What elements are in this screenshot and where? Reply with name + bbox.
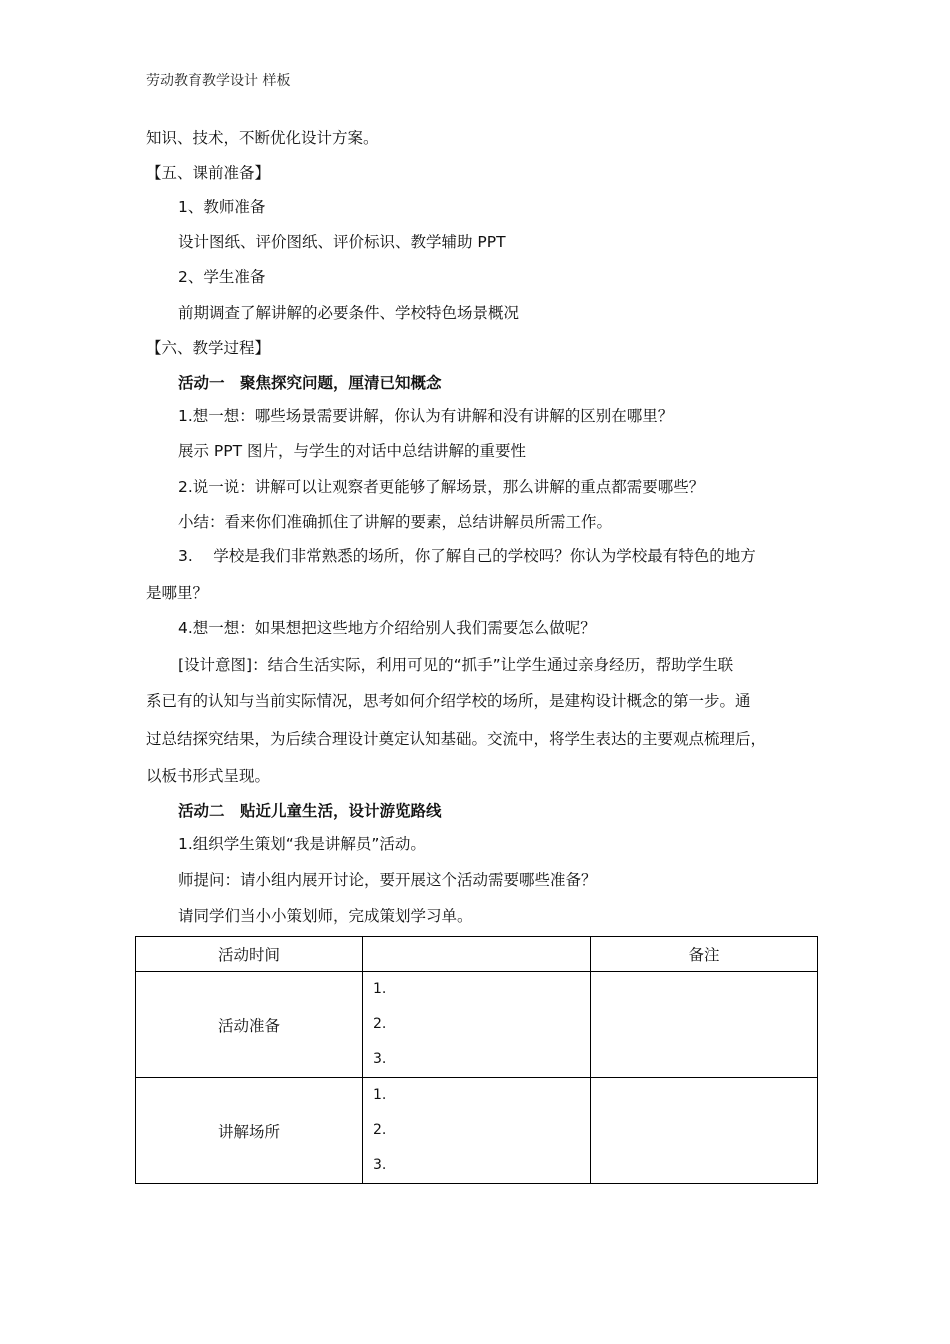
table-row: [136, 972, 818, 1078]
row-label: 讲解场所: [136, 1078, 363, 1184]
header-cell-note: 备注: [591, 937, 818, 972]
list-item: 3.: [373, 1051, 387, 1067]
subheading: 1、教师准备: [178, 198, 266, 216]
paragraph-line: 以板书形式呈现。: [146, 767, 271, 785]
paragraph-line: 2.说一说：讲解可以让观察者更能够了解场景，那么讲解的重点都需要哪些？: [178, 478, 705, 496]
planning-table: [135, 936, 818, 1184]
items-cell[interactable]: [363, 972, 591, 1078]
paragraph-line: 4.想一想：如果想把这些地方介绍给别人我们需要怎么做呢？: [178, 619, 596, 637]
paragraph-line: 小结：看来你们准确抓住了讲解的要素，总结讲解员所需工作。: [178, 513, 613, 531]
items-cell[interactable]: [363, 1078, 591, 1184]
paragraph-line: 设计图纸、评价图纸、评价标识、教学辅助 PPT: [178, 233, 506, 251]
paragraph-line: 系已有的认知与当前实际情况，思考如何介绍学校的场所，是建构设计概念的第一步。通: [146, 692, 751, 710]
paragraph-line: 展示 PPT 图片，与学生的对话中总结讲解的重要性: [178, 442, 527, 460]
activity-heading: 活动一 聚焦探究问题，厘清已知概念: [178, 374, 442, 392]
activity-heading: 活动二 贴近儿童生活，设计游览路线: [178, 802, 442, 820]
design-intent-line: [设计意图]：结合生活实际，利用可见的“抓手”让学生通过亲身经历，帮助学生联: [178, 656, 734, 674]
paragraph-line: 是哪里？: [146, 584, 209, 602]
header-cell-time: 活动时间: [136, 937, 363, 972]
paragraph-line: 前期调查了解讲解的必要条件、学校特色场景概况: [178, 304, 520, 322]
page-header: 劳动教育教学设计 样板: [146, 73, 291, 89]
list-item: 1.: [373, 981, 387, 997]
section-heading: 【五、课前准备】: [146, 164, 271, 182]
note-cell[interactable]: [591, 972, 818, 1078]
paragraph-line: 1.组织学生策划“我是讲解员”活动。: [178, 835, 426, 853]
subheading: 2、学生准备: [178, 268, 266, 286]
paragraph-line: 1.想一想：哪些场景需要讲解，你认为有讲解和没有讲解的区别在哪里？: [178, 407, 674, 425]
list-item: 2.: [373, 1122, 387, 1138]
list-item: 2.: [373, 1016, 387, 1032]
paragraph-line: 过总结探究结果，为后续合理设计奠定认知基础。交流中，将学生表达的主要观点梳理后，: [146, 730, 767, 748]
paragraph-line: 师提问：请小组内展开讨论，要开展这个活动需要哪些准备？: [178, 871, 597, 889]
list-item: 3.: [373, 1157, 387, 1173]
table-row: [136, 1078, 818, 1184]
list-item: 1.: [373, 1087, 387, 1103]
paragraph-line: 3. 学校是我们非常熟悉的场所，你了解自己的学校吗？你认为学校最有特色的地方: [178, 547, 756, 565]
header-cell-blank: [363, 937, 591, 972]
section-heading: 【六、教学过程】: [146, 339, 271, 357]
table-header-row: [136, 937, 818, 972]
paragraph-line: 知识、技术，不断优化设计方案。: [146, 129, 379, 147]
paragraph-line: 请同学们当小小策划师，完成策划学习单。: [178, 907, 473, 925]
note-cell[interactable]: [591, 1078, 818, 1184]
row-label: 活动准备: [136, 972, 363, 1078]
